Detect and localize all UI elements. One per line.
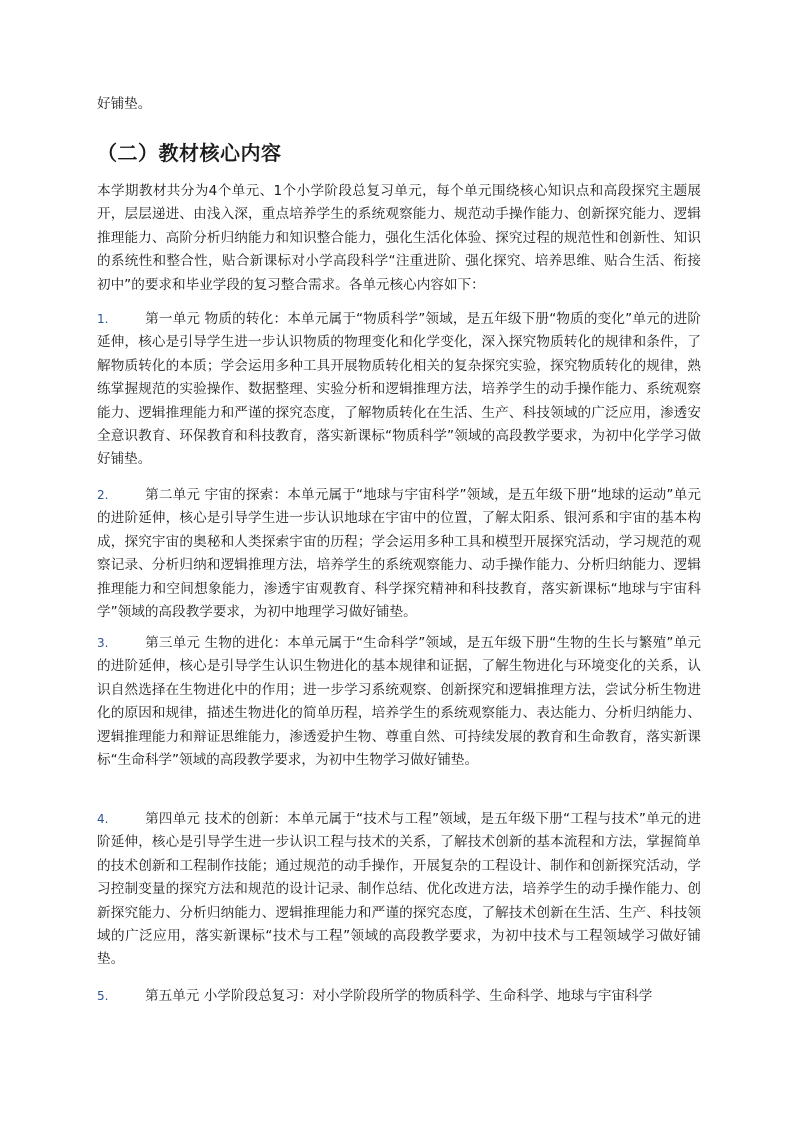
list-item [97,308,701,472]
list-item-number: 5. [97,989,109,1003]
continuation-text: 好铺垫。 [97,96,152,112]
list-item-text: 第二单元 宇宙的探索：本单元属于“地球与宇宙科学”领域，是五年级下册“地球的运动”单元的进阶延伸，核心是引导学生进一步认识地球在宇宙中的位置，了解太阳系、银河系和宇宙的基本构成，探究宇宙的奥秘和人类探索宇宙的历程；学会运用多种工具和模型开展探究活动，学习规范的观察记录、分析归纳和逻辑推理方法，培养学生的系统观察能力、动手操作能力、分析归纳能力、逻辑推理能力和空间想象能力，渗透宇宙观教育、科学探究精神和科技教育，落实新课标“地球与宇宙科学”领域的高段教学要求，为初中地理学习做好铺垫。 [97,487,701,621]
list-item [97,985,701,1008]
list-item-text: 第三单元 生物的进化：本单元属于“生命科学”领域，是五年级下册“生物的生长与繁殖”单元的进阶延伸，核心是引导学生认识生物进化的基本规律和证据，了解生物进化与环境变化的关系，认识自然选择在生物进化中的作用；进一步学习系统观察、创新探究和逻辑推理方法，尝试分析生物进化的原因和规律，描述生物进化的简单历程，培养学生的系统观察能力、表达能力、分析归纳能力、逻辑推理能力和辩证思维能力，渗透爱护生物、尊重自然、可持续发展的教育和生命教育，落实新课标“生命科学”领域的高段教学要求，为初中生物学习做好铺垫。 [97,635,701,769]
list-item-text: 第五单元 小学阶段总复习：对小学阶段所学的物质科学、生命科学、地球与宇宙科学 [145,988,653,1004]
section-heading: （二）教材核心内容 [97,141,282,165]
list-item [97,484,701,624]
intro-paragraph: 本学期教材共分为4个单元、1个小学阶段总复习单元，每个单元围绕核心知识点和高段探究主题展开，层层递进、由浅入深，重点培养学生的系统观察能力、规范动手操作能力、创新探究能力、逻辑推理能力、高阶分析归纳能力和知识整合能力，强化生活化体验、探究过程的规范性和创新性、知识的系统性和整合性，贴合新课标对小学高段科学“注重进阶、强化探究、培养思维、贴合生活、衔接初中”的要求和毕业学段的复习整合需求。各单元核心内容如下： [97,183,701,293]
list-item-number: 4. [97,812,109,826]
list-item-text: 第一单元 物质的转化：本单元属于“物质科学”领域，是五年级下册“物质的变化”单元的进阶延伸，核心是引导学生进一步认识物质的物理变化和化学变化，深入探究物质转化的规律和条件，了解物质转化的本质；学会运用多种工具开展物质转化相关的复杂探究实验，探究物质转化的规律，熟练掌握规范的实验操作、数据整理、实验分析和逻辑推理方法，培养学生的动手操作能力、系统观察能力、逻辑推理能力和严谨的探究态度，了解物质转化在生活、生产、科技领域的广泛应用，渗透安全意识教育、环保教育和科技教育，落实新课标“物质科学”领域的高段教学要求，为初中化学学习做好铺垫。 [97,311,701,468]
list-item-number: 2. [97,488,109,502]
list-item [97,632,701,772]
list-item-number: 3. [97,636,109,650]
list-item-text: 第四单元 技术的创新：本单元属于“技术与工程”领域，是五年级下册“工程与技术”单元的进阶延伸，核心是引导学生进一步认识工程与技术的关系，了解技术创新的基本流程和方法，掌握简单的技术创新和工程制作技能；通过规范的动手操作，开展复杂的工程设计、制作和创新探究活动，学习控制变量的探究方法和规范的设计记录、制作总结、优化改进方法，培养学生的动手操作能力、创新探究能力、分析归纳能力、逻辑推理能力和严谨的探究态度，了解技术创新在生活、生产、科技领域的广泛应用，落实新课标“技术与工程”领域的高段教学要求，为初中技术与工程领域学习做好铺垫。 [97,811,701,968]
list-item-number: 1. [97,312,109,326]
list-item [97,808,701,972]
